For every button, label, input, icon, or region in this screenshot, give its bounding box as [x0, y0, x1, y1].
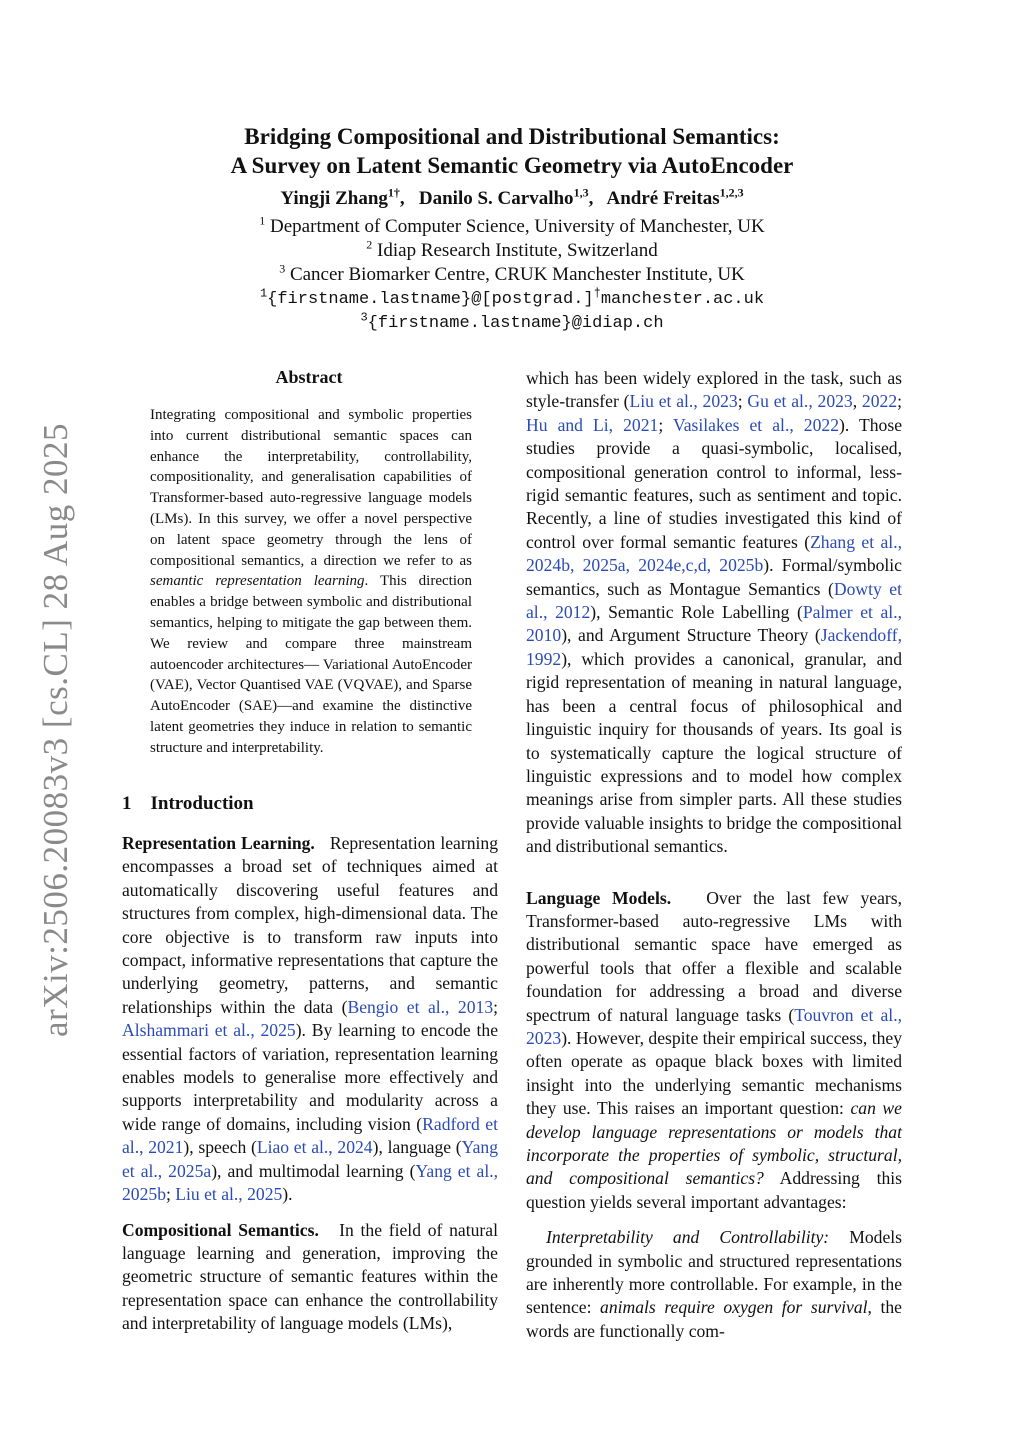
affiliation-mark: 2 — [366, 237, 373, 252]
citation-link[interactable]: Bengio et al., 2013 — [347, 996, 494, 1017]
body-text: ). By learning to encode the essential factors of variation, representation learning enables models to generalise more effectively and supports interpretability and modularity across a wide range of domains, including vision ( — [122, 1020, 499, 1134]
citation-link[interactable]: Gu et al., 2023 — [747, 391, 853, 412]
abstract-text: . This direction enables a bridge between symbolic and distributional semantics, helping to mitigate the gap between them. We review and compare three mainstream autoencoder architectures— Variational AutoEncoder (VAE), Vector Quantised VAE (VQVAE), and Sparse AutoEncoder (SAE)—and examine the distinctive latent geometries they induce in relation to semantic structure and interpretability. — [150, 573, 472, 756]
affiliation-mark: 3 — [279, 261, 286, 276]
arxiv-identifier: arXiv:2506.20083v3 [cs.CL] 28 Aug 2025 — [36, 423, 75, 1037]
left-column — [122, 832, 498, 1336]
citation-link[interactable]: Zhang et al., 2024b, 2025a, 2024e,c,d, 2025b — [526, 531, 902, 576]
email-pattern: {firstname.lastname}@idiap.ch — [367, 314, 664, 333]
body-text: ; — [737, 391, 748, 412]
body-text: , the words are functionally com- — [526, 1297, 902, 1341]
citation-link[interactable]: Jackendoff, 1992 — [526, 625, 902, 669]
paragraph-interpretability — [526, 1226, 902, 1343]
author-name: Yingji Zhang — [280, 188, 388, 209]
citation-link[interactable]: Liu et al., 2023 — [629, 391, 738, 412]
body-text: ), speech ( — [183, 1137, 257, 1158]
body-text: ), and Argument Structure Theory ( — [561, 625, 821, 646]
run-in-heading: Representation Learning. — [122, 833, 315, 853]
affiliation-text: Department of Computer Science, University of Manchester, UK — [270, 216, 765, 237]
body-text: Representation learning encompasses a broad set of techniques aimed at automatically discovering useful features and structures from complex, high-dimensional data. The core objective is to transform raw inputs into compact, informative representations that capture the underlying geometry, patterns, and semantic relationships within the data ( — [122, 833, 498, 1017]
body-text: ). Formal/symbolic semantics, such as Montague Semantics ( — [526, 555, 902, 599]
emphasized-question: can we develop language representations or models that incorporate the properties of symbolic, structural, and compositional semantics? — [526, 1098, 902, 1189]
body-text: In the field of natural language learning and generation, improving the geometric structure of semantic features within the representation space can enhance the controllability and interpretability of language models (LMs), — [122, 1219, 498, 1334]
run-in-heading: Language Models. — [526, 887, 672, 908]
affiliation — [0, 263, 1024, 287]
author-affiliation-mark: 1,2,3 — [719, 185, 744, 200]
body-text: ), language ( — [372, 1137, 462, 1158]
citation-link[interactable]: Dowty et al., 2012 — [526, 578, 902, 623]
affiliation-text: Cancer Biomarker Centre, CRUK Manchester Institute, UK — [289, 264, 745, 285]
citation-link[interactable]: Liu et al., 2025 — [175, 1184, 283, 1205]
body-text: ), Semantic Role Labelling ( — [590, 602, 803, 623]
body-text: ). Those studies provide a quasi-symbolic, localised, compositional generation control to informal, less-rigid semantic features, such as sentiment and topic. Recently, a line of studies investigated this kind of control over formal semantic features ( — [526, 414, 903, 552]
section-heading — [122, 793, 254, 815]
citation-link[interactable]: Palmer et al., 2010 — [526, 602, 902, 646]
run-in-heading: Interpretability and Controllability: — [546, 1227, 830, 1248]
body-text: ; — [165, 1184, 176, 1205]
author-list: Yingji Zhang$^{1\dagger}$, Danilo S. Carvalho$^{1,3}$, André Freitas$^{1,2,3}$ — [280, 185, 744, 209]
body-text: ). However, despite their empirical success, they often operate as opaque black boxes with limited insight into the underlying semantic mechanisms they use. This raises an important question: — [526, 1027, 902, 1119]
body-text: ). — [282, 1184, 293, 1205]
email-pattern: {firstname.lastname}@[postgrad.] — [267, 290, 594, 309]
paragraph-continued — [526, 367, 902, 859]
author-affiliation-mark: 1,3 — [573, 185, 589, 200]
citation-link[interactable]: Yang et al., 2025b — [122, 1160, 498, 1205]
run-in-heading: Compositional Semantics. — [122, 1219, 319, 1240]
citation-link[interactable]: Touvron et al., 2023 — [526, 1004, 902, 1048]
citation-link[interactable]: Yang et al., 2025a — [122, 1137, 498, 1181]
arxiv-sidebar-stamp — [36, 420, 76, 1040]
affiliation — [0, 215, 1024, 239]
body-text: ; — [897, 391, 902, 412]
author-affiliation-mark: 1† — [387, 185, 400, 200]
abstract-emphasis: semantic representation learning — [150, 573, 365, 590]
email-domain: manchester.ac.uk — [600, 290, 765, 309]
abstract-body — [150, 405, 472, 759]
abstract-text: Integrating compositional and symbolic properties into current distributional semantic spaces can enhance the interpretability, controllability, compositionality, and generalisation capabilities of Transformer-based auto-regressive language models (LMs). In this survey, we offer a novel perspective on latent space geometry through the lens of compositional semantics, a direction we refer to as — [150, 407, 472, 569]
body-text: ), which provides a canonical, granular, and rigid representation of meaning in natural language, has been a central focus of philosophical and linguistic inquiry for thousands of years. Its goal is to systematically capture the logical structure of linguistic expressions and to model how complex meanings arise from simpler parts. All these studies provide valuable insights to bridge the compositional and distributional semantics. — [526, 648, 902, 857]
example-sentence: animals require oxygen for survival — [600, 1297, 868, 1318]
affiliation-mark: 3 — [360, 310, 368, 325]
right-column — [526, 367, 902, 1343]
citation-link[interactable]: Alshammari et al., 2025 — [122, 1020, 296, 1041]
citation-link[interactable]: 2022 — [861, 391, 898, 412]
body-text: ; — [493, 996, 499, 1017]
body-text: ; — [658, 414, 673, 435]
section-number: 1 — [122, 793, 132, 814]
affiliation-mark: 1 — [259, 286, 268, 301]
body-text: Addressing this question yields several important advantages: — [526, 1168, 902, 1212]
citation-link[interactable]: Liao et al., 2024 — [256, 1137, 373, 1158]
abstract-heading: Abstract — [275, 367, 343, 387]
author-name: André Freitas — [606, 188, 720, 209]
affiliation — [0, 239, 1024, 263]
body-text: ), and multimodal learning ( — [211, 1160, 416, 1181]
body-text: , — [852, 391, 862, 412]
paper-title-line-1: Bridging Compositional and Distributional Semantics: — [244, 124, 780, 149]
body-text: Models grounded in symbolic and structured representations are inherently more controllable. For example, in the sentence: — [526, 1227, 902, 1318]
paper-title-line-2: A Survey on Latent Semantic Geometry via AutoEncoder — [230, 153, 794, 178]
email-line — [0, 288, 1024, 312]
affiliation-mark: 1 — [259, 213, 266, 228]
citation-link[interactable]: Vasilakes et al., 2022 — [672, 414, 839, 435]
author-name: Danilo S. Carvalho — [418, 188, 574, 209]
section-title: Introduction — [150, 793, 254, 814]
body-text: which has been widely explored in the task, such as style-transfer ( — [526, 368, 902, 412]
citation-link[interactable]: Radford et al., 2021 — [122, 1113, 499, 1158]
paragraph-language-models — [526, 887, 902, 1215]
citation-link[interactable]: Hu and Li, 2021 — [526, 414, 659, 435]
affiliation-text: Idiap Research Institute, Switzerland — [377, 240, 658, 261]
dagger-mark: † — [593, 286, 601, 301]
body-text: Over the last few years, Transformer-based auto-regressive LMs with distributional semantic space have emerged as powerful tools that offer a flexible and scalable foundation for addressing a broad and diverse spectrum of natural language tasks ( — [526, 887, 902, 1025]
email-line — [0, 312, 1024, 336]
paragraph-compositional-semantics — [122, 1219, 498, 1336]
paragraph-representation-learning — [122, 832, 498, 1207]
